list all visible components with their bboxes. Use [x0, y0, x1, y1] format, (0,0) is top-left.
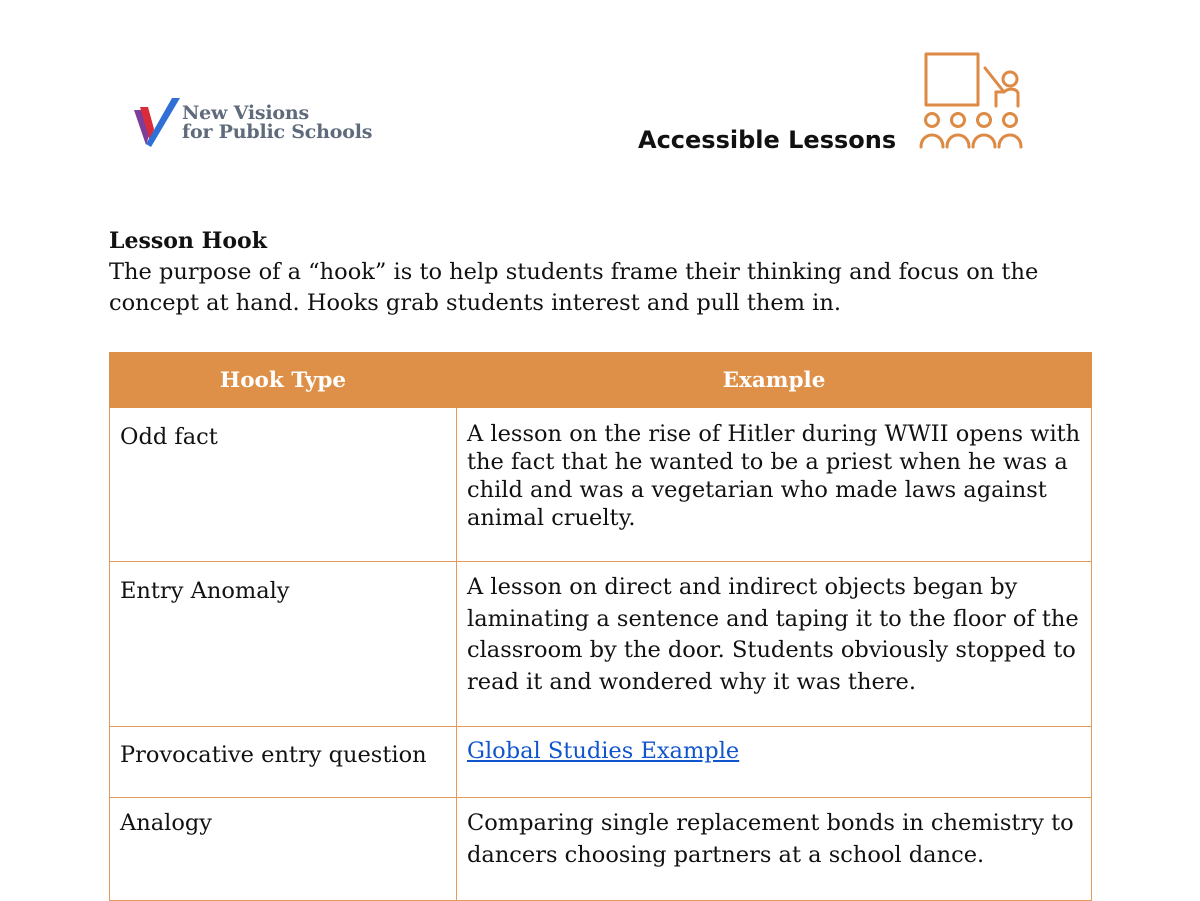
hook-type-cell: Analogy: [110, 798, 457, 901]
table-header-row: [110, 353, 1092, 408]
section-heading: Lesson Hook: [109, 228, 267, 254]
hook-types-table: [109, 352, 1092, 901]
logo-wordmark: [182, 104, 372, 142]
hook-type-cell: Entry Anomaly: [110, 562, 457, 727]
document-title: Accessible Lessons: [638, 126, 897, 154]
new-visions-logo-mark-icon: [132, 96, 182, 150]
column-header-example: Example: [457, 353, 1092, 408]
table-row: [110, 408, 1092, 562]
hook-type-cell: Provocative entry question: [110, 727, 457, 798]
column-header-hook-type: Hook Type: [110, 353, 457, 408]
example-cell: A lesson on direct and indirect objects began by laminating a sentence and taping it to the floor of the classroom by the door. Students obviously stopped to read it and wondered why it was there.: [457, 562, 1092, 727]
table-row: [110, 562, 1092, 727]
table-row: [110, 727, 1092, 798]
new-visions-logo: [132, 96, 372, 152]
global-studies-example-link[interactable]: Global Studies Example: [467, 738, 740, 764]
section-intro-paragraph: The purpose of a “hook” is to help students frame their thinking and focus on the concept at hand. Hooks grab students interest and pull them in.: [109, 259, 1039, 316]
table-row: [110, 798, 1092, 901]
example-cell: [457, 727, 1092, 798]
hook-type-cell: Odd fact: [110, 408, 457, 562]
logo-line-2: for Public Schools: [182, 121, 373, 143]
teacher-presenting-to-class-icon: [918, 50, 1028, 154]
example-cell: A lesson on the rise of Hitler during WWII opens with the fact that he wanted to be a priest when he was a child and was a vegetarian who made laws against animal cruelty.: [457, 408, 1092, 562]
logo-line-1: New Visions: [182, 102, 309, 124]
example-cell: Comparing single replacement bonds in chemistry to dancers choosing partners at a school dance.: [457, 798, 1092, 901]
